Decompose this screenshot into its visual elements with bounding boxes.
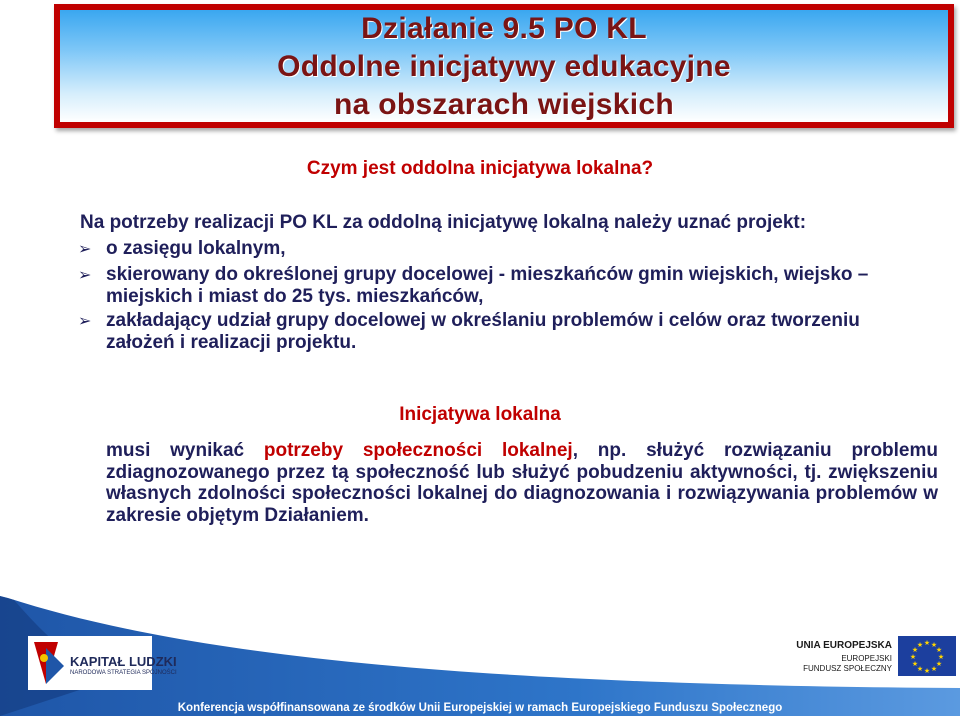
subheading: Inicjatywa lokalna [399, 404, 561, 425]
list-item-text: zakładający udział grupy docelowej w określaniu problemów i celów oraz tworzeniu założeń i realizacji projektu. [106, 310, 860, 353]
list-item [78, 238, 898, 260]
footer-caption: Konferencja współfinansowana ze środków Unii Europejskiej w ramach Europejskiego Funduszu Społecznego [177, 702, 783, 714]
svg-text:★: ★ [930, 641, 938, 649]
eu-flag-icon [898, 636, 956, 676]
eu-line-1: EUROPEJSKI [841, 654, 892, 663]
svg-text:★: ★ [935, 646, 943, 654]
svg-text:★: ★ [923, 667, 931, 675]
paragraph-part-2: , np. służyć rozwiązaniu problemu zdiagnozowanego przez tą społeczność lub służyć pobudzeniu aktywności, tj. zwiększeniu własnych zdolności społeczności lokalnej do diagnozowania i rozwiązywania problemów w zakresie objętym Działaniem. [106, 440, 938, 526]
svg-text:★: ★ [916, 641, 924, 649]
list-item [78, 310, 898, 354]
title-line-3: na obszarach wiejskich [333, 88, 675, 121]
svg-text:★: ★ [935, 660, 943, 668]
arrow-bullet-icon: ➢ [78, 313, 92, 330]
title-line-2: Oddolne inicjatywy edukacyjne [277, 50, 731, 83]
eu-line-2: FUNDUSZ SPOŁECZNY [803, 664, 892, 673]
criteria-list [78, 238, 898, 358]
svg-text:★: ★ [909, 653, 917, 661]
arrow-bullet-icon: ➢ [78, 267, 92, 284]
eu-title: UNIA EUROPEJSKA [796, 640, 892, 651]
list-item-text: o zasięgu lokalnym, [106, 238, 286, 259]
title-banner [54, 4, 954, 128]
kl-title: KAPITAŁ LUDZKI [70, 654, 177, 669]
svg-text:★: ★ [911, 660, 919, 668]
svg-text:★: ★ [937, 653, 945, 661]
svg-text:★: ★ [923, 639, 931, 647]
list-item-text: skierowany do określonej grupy docelowej - mieszkańców gmin wiejskich, wiejsko – miejskich i miast do 25 tys. mieszkańców, [106, 264, 869, 307]
definition-paragraph [106, 440, 938, 526]
svg-text:★: ★ [911, 646, 919, 654]
paragraph-highlight: potrzeby społeczności lokalnej [263, 440, 573, 461]
question-heading: Czym jest oddolna inicjatywa lokalna? [306, 158, 654, 179]
svg-text:★: ★ [930, 665, 938, 673]
title-line-1: Działanie 9.5 PO KL [361, 12, 647, 45]
svg-text:★: ★ [916, 665, 924, 673]
paragraph-part-1: musi wynikać [106, 440, 264, 461]
intro-text: Na potrzeby realizacji PO KL za oddolną inicjatywę lokalną należy uznać projekt: [80, 212, 807, 233]
arrow-bullet-icon: ➢ [78, 241, 92, 258]
list-item [78, 264, 898, 308]
kl-subtitle: NARODOWA STRATEGIA SPÓJNOŚCI [70, 670, 177, 676]
